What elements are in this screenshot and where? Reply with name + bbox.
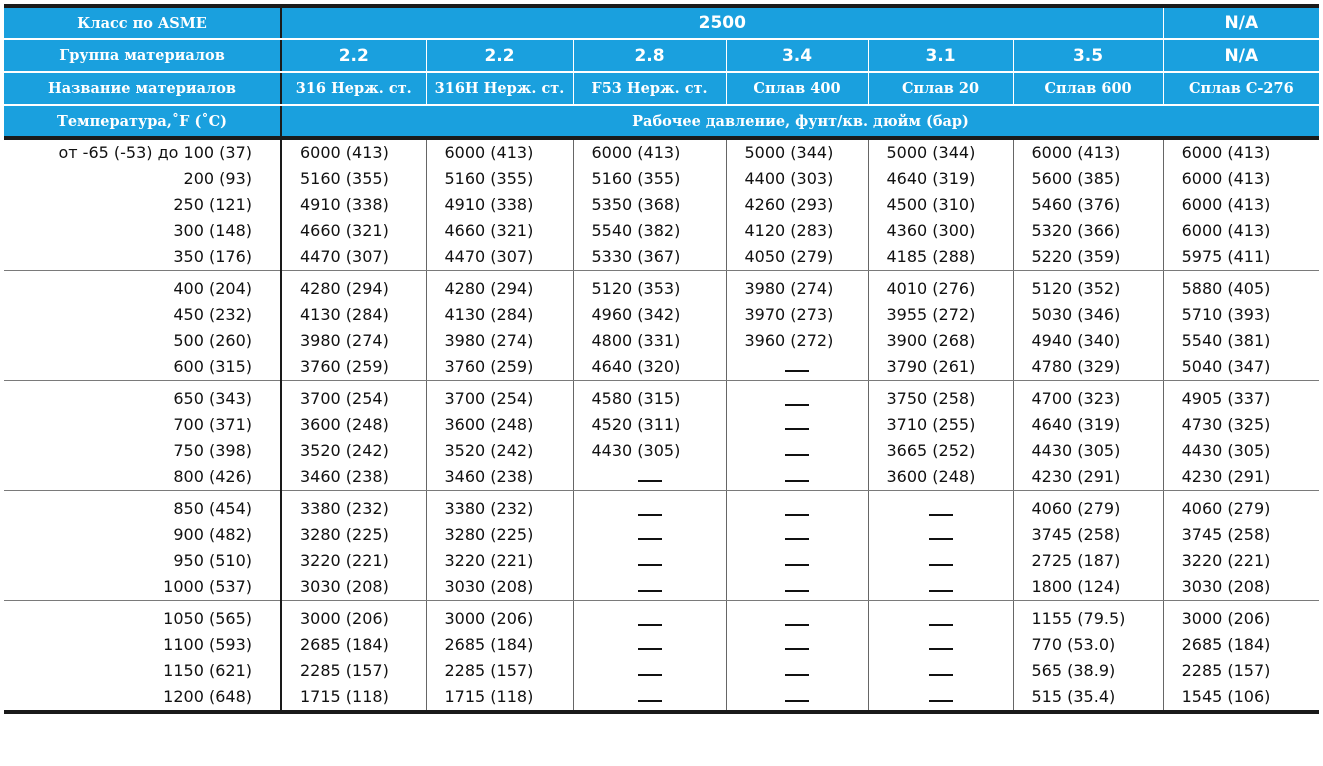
- pressure-cell: 515 (35.4): [1013, 684, 1163, 712]
- em-dash-mark: [638, 514, 662, 516]
- pressure-cell: 4780 (329): [1013, 354, 1163, 381]
- pressure-cell: 3030 (208): [426, 574, 573, 601]
- pressure-cell: 4640 (319): [868, 166, 1013, 192]
- pressure-cell: 770 (53.0): [1013, 632, 1163, 658]
- not-applicable-cell: [726, 464, 868, 491]
- pressure-cell: 3960 (272): [726, 328, 868, 354]
- pressure-cell: 5120 (353): [573, 271, 726, 303]
- pressure-cell: 4580 (315): [573, 381, 726, 413]
- class-value-na: N/A: [1163, 6, 1319, 39]
- pressure-cell: 3700 (254): [300, 389, 389, 408]
- pressure-cell: 3600 (248): [868, 464, 1013, 491]
- table-row: [4, 271, 1319, 303]
- pressure-cell: 3220 (221): [426, 548, 573, 574]
- pressure-cell: 4660 (321): [300, 221, 389, 240]
- pressure-cell: 4280 (294): [426, 271, 573, 303]
- not-applicable-cell: [726, 354, 868, 381]
- material-cell: 316H Нерж. ст.: [426, 72, 573, 105]
- group-cell: 2.2: [281, 39, 426, 72]
- not-applicable-cell: [726, 491, 868, 523]
- pressure-cell: 4230 (291): [1163, 464, 1319, 491]
- header-row-material: [4, 72, 1319, 105]
- pressure-cell: 5160 (355): [426, 166, 573, 192]
- not-applicable-cell: [573, 684, 726, 712]
- em-dash-mark: [785, 564, 809, 566]
- pressure-cell: 4430 (305): [1163, 438, 1319, 464]
- table-row: [4, 491, 1319, 523]
- em-dash-mark: [638, 590, 662, 592]
- pressure-cell: 4640 (320): [573, 354, 726, 381]
- table-row: [4, 192, 1319, 218]
- em-dash-mark: [929, 590, 953, 592]
- table-header: [4, 6, 1319, 138]
- not-applicable-cell: [868, 601, 1013, 633]
- temperature-cell: 200 (93): [4, 166, 281, 192]
- pressure-cell: 4400 (303): [726, 166, 868, 192]
- pressure-cell: 4910 (338): [300, 195, 389, 214]
- pressure-cell: 4060 (279): [1013, 491, 1163, 523]
- em-dash-mark: [929, 514, 953, 516]
- pressure-cell: 2285 (157): [300, 661, 389, 680]
- material-label: Название материалов: [4, 72, 281, 105]
- em-dash-mark: [929, 538, 953, 540]
- em-dash-mark: [929, 674, 953, 676]
- pressure-cell: 5030 (346): [1013, 302, 1163, 328]
- table-row: [4, 464, 1319, 491]
- em-dash-mark: [785, 624, 809, 626]
- pressure-cell: 2725 (187): [1013, 548, 1163, 574]
- pressure-cell: 5040 (347): [1163, 354, 1319, 381]
- not-applicable-cell: [573, 658, 726, 684]
- pressure-cell: 4910 (338): [426, 192, 573, 218]
- table-row: [4, 166, 1319, 192]
- not-applicable-cell: [726, 601, 868, 633]
- em-dash-mark: [638, 480, 662, 482]
- pressure-cell: 4470 (307): [426, 244, 573, 271]
- pressure-cell: 6000 (413): [1013, 138, 1163, 166]
- pressure-cell: 6000 (413): [300, 143, 389, 162]
- material-cell: 316 Нерж. ст.: [281, 72, 426, 105]
- pressure-cell: 1715 (118): [426, 684, 573, 712]
- pressure-cell: 1545 (106): [1163, 684, 1319, 712]
- pressure-cell: 3760 (259): [281, 354, 426, 381]
- pressure-cell: 4800 (331): [573, 328, 726, 354]
- not-applicable-cell: [868, 548, 1013, 574]
- temperature-cell: 1100 (593): [4, 632, 281, 658]
- table-row: [4, 601, 1319, 633]
- pressure-cell: 6000 (413): [1163, 218, 1319, 244]
- pressure-cell: 5540 (381): [1163, 328, 1319, 354]
- pressure-cell: 4130 (284): [300, 305, 389, 324]
- pressure-cell: 5220 (359): [1013, 244, 1163, 271]
- table-row: [4, 244, 1319, 271]
- em-dash-mark: [785, 674, 809, 676]
- pressure-cell: 4060 (279): [1163, 491, 1319, 523]
- pressure-cell: 3000 (206): [300, 609, 389, 628]
- em-dash-mark: [638, 700, 662, 702]
- pressure-cell: 5540 (382): [573, 218, 726, 244]
- em-dash-mark: [638, 624, 662, 626]
- pressure-cell: 3220 (221): [300, 551, 389, 570]
- pressure-cell: 3460 (238): [426, 464, 573, 491]
- class-value-2500: 2500: [281, 6, 1163, 39]
- pressure-cell: 1715 (118): [281, 684, 426, 712]
- em-dash-mark: [929, 564, 953, 566]
- pressure-cell: 3600 (248): [426, 412, 573, 438]
- pressure-cell: 3380 (232): [300, 499, 389, 518]
- pressure-cell: 4470 (307): [281, 244, 426, 271]
- pressure-cell: 5460 (376): [1013, 192, 1163, 218]
- not-applicable-cell: [868, 574, 1013, 601]
- temperature-cell: 1000 (537): [4, 574, 281, 601]
- temperature-cell: 850 (454): [4, 491, 281, 523]
- temperature-cell: 750 (398): [4, 438, 281, 464]
- pressure-cell: 4050 (279): [726, 244, 868, 271]
- not-applicable-cell: [573, 548, 726, 574]
- group-cell: 2.2: [426, 39, 573, 72]
- class-label: Класс по ASME: [4, 6, 281, 39]
- em-dash-mark: [785, 404, 809, 406]
- pressure-cell: 3970 (273): [726, 302, 868, 328]
- temperature-cell: 1150 (621): [4, 658, 281, 684]
- pressure-cell: 3790 (261): [868, 354, 1013, 381]
- not-applicable-cell: [726, 658, 868, 684]
- temperature-label: Температура,˚F (˚C): [4, 105, 281, 138]
- pressure-cell: 5320 (366): [1013, 218, 1163, 244]
- pressure-cell: 5350 (368): [573, 192, 726, 218]
- pressure-cell: 3520 (242): [300, 441, 389, 460]
- pressure-cell: 3900 (268): [868, 328, 1013, 354]
- pressure-cell: 4360 (300): [868, 218, 1013, 244]
- em-dash-mark: [785, 590, 809, 592]
- pressure-cell: 6000 (413): [573, 138, 726, 166]
- pressure-cell: 3220 (221): [1163, 548, 1319, 574]
- material-cell: F53 Нерж. ст.: [573, 72, 726, 105]
- not-applicable-cell: [573, 632, 726, 658]
- temperature-cell: 500 (260): [4, 328, 281, 354]
- material-cell: Сплав 20: [868, 72, 1013, 105]
- pressure-cell: 3760 (259): [426, 354, 573, 381]
- temperature-cell: от -65 (-53) до 100 (37): [4, 138, 281, 166]
- em-dash-mark: [785, 454, 809, 456]
- pressure-cell: 4010 (276): [868, 271, 1013, 303]
- pressure-cell: 2685 (184): [1163, 632, 1319, 658]
- pressure-cell: 3745 (258): [1163, 522, 1319, 548]
- table-row: [4, 328, 1319, 354]
- not-applicable-cell: [726, 684, 868, 712]
- group-cell: N/A: [1163, 39, 1319, 72]
- material-cell: Сплав C-276: [1163, 72, 1319, 105]
- pressure-cell: 3980 (274): [300, 331, 389, 350]
- pressure-cell: 4130 (284): [426, 302, 573, 328]
- pressure-cell: 2285 (157): [1163, 658, 1319, 684]
- pressure-cell: 6000 (413): [1163, 166, 1319, 192]
- temperature-cell: 700 (371): [4, 412, 281, 438]
- not-applicable-cell: [573, 522, 726, 548]
- pressure-label: Рабочее давление, фунт/кв. дюйм (бар): [281, 105, 1319, 138]
- em-dash-mark: [785, 514, 809, 516]
- pressure-cell: 2685 (184): [426, 632, 573, 658]
- pressure-cell: 4520 (311): [573, 412, 726, 438]
- pressure-cell: 4260 (293): [726, 192, 868, 218]
- table-row: [4, 302, 1319, 328]
- pressure-cell: 4730 (325): [1163, 412, 1319, 438]
- table-row: [4, 412, 1319, 438]
- not-applicable-cell: [726, 412, 868, 438]
- not-applicable-cell: [868, 491, 1013, 523]
- pressure-cell: 5975 (411): [1163, 244, 1319, 271]
- group-cell: 3.4: [726, 39, 868, 72]
- temperature-cell: 950 (510): [4, 548, 281, 574]
- pressure-cell: 6000 (413): [1163, 192, 1319, 218]
- not-applicable-cell: [726, 548, 868, 574]
- pressure-rating-table: [4, 4, 1319, 714]
- table-row: [4, 218, 1319, 244]
- em-dash-mark: [785, 700, 809, 702]
- table-row: [4, 548, 1319, 574]
- pressure-cell: 5000 (344): [868, 138, 1013, 166]
- not-applicable-cell: [726, 574, 868, 601]
- em-dash-mark: [638, 564, 662, 566]
- pressure-cell: 5600 (385): [1013, 166, 1163, 192]
- pressure-cell: 3980 (274): [726, 271, 868, 303]
- temperature-cell: 650 (343): [4, 381, 281, 413]
- pressure-cell: 4120 (283): [726, 218, 868, 244]
- group-cell: 3.5: [1013, 39, 1163, 72]
- pressure-cell: 3710 (255): [868, 412, 1013, 438]
- pressure-cell: 3030 (208): [1163, 574, 1319, 601]
- temperature-cell: 400 (204): [4, 271, 281, 303]
- pressure-cell: 3665 (252): [868, 438, 1013, 464]
- table-row: [4, 381, 1319, 413]
- pressure-cell: 2685 (184): [300, 635, 389, 654]
- em-dash-mark: [785, 480, 809, 482]
- not-applicable-cell: [868, 632, 1013, 658]
- pressure-cell: 1800 (124): [1013, 574, 1163, 601]
- pressure-cell: 5710 (393): [1163, 302, 1319, 328]
- table-row: [4, 138, 1319, 166]
- pressure-cell: 4960 (342): [573, 302, 726, 328]
- temperature-cell: 800 (426): [4, 464, 281, 491]
- header-row-group: [4, 39, 1319, 72]
- not-applicable-cell: [573, 491, 726, 523]
- not-applicable-cell: [868, 522, 1013, 548]
- pressure-cell: 6000 (413): [426, 138, 573, 166]
- not-applicable-cell: [573, 574, 726, 601]
- em-dash-mark: [929, 648, 953, 650]
- em-dash-mark: [638, 674, 662, 676]
- pressure-cell: 4430 (305): [573, 438, 726, 464]
- pressure-cell: 5330 (367): [573, 244, 726, 271]
- not-applicable-cell: [726, 522, 868, 548]
- pressure-cell: 3280 (225): [300, 525, 389, 544]
- not-applicable-cell: [868, 684, 1013, 712]
- em-dash-mark: [929, 624, 953, 626]
- em-dash-mark: [785, 648, 809, 650]
- pressure-cell: 4640 (319): [1013, 412, 1163, 438]
- pressure-cell: 3750 (258): [868, 381, 1013, 413]
- em-dash-mark: [785, 428, 809, 430]
- pressure-cell: 5120 (352): [1013, 271, 1163, 303]
- temperature-cell: 1050 (565): [4, 601, 281, 633]
- pressure-cell: 3700 (254): [426, 381, 573, 413]
- em-dash-mark: [638, 648, 662, 650]
- pressure-cell: 5880 (405): [1163, 271, 1319, 303]
- pressure-cell: 3380 (232): [426, 491, 573, 523]
- group-cell: 2.8: [573, 39, 726, 72]
- temperature-cell: 250 (121): [4, 192, 281, 218]
- pressure-cell: 3600 (248): [300, 415, 389, 434]
- not-applicable-cell: [573, 601, 726, 633]
- pressure-cell: 3030 (208): [281, 574, 426, 601]
- table-row: [4, 658, 1319, 684]
- pressure-cell: 6000 (413): [1163, 138, 1319, 166]
- table-row: [4, 354, 1319, 381]
- pressure-cell: 3980 (274): [426, 328, 573, 354]
- pressure-cell: 4280 (294): [300, 279, 389, 298]
- temperature-cell: 450 (232): [4, 302, 281, 328]
- em-dash-mark: [785, 370, 809, 372]
- temperature-cell: 350 (176): [4, 244, 281, 271]
- material-cell: Сплав 400: [726, 72, 868, 105]
- pressure-cell: 3000 (206): [426, 601, 573, 633]
- not-applicable-cell: [726, 632, 868, 658]
- pressure-cell: 4940 (340): [1013, 328, 1163, 354]
- pressure-cell: 3955 (272): [868, 302, 1013, 328]
- pressure-cell: 3000 (206): [1163, 601, 1319, 633]
- pressure-cell: 3520 (242): [426, 438, 573, 464]
- pressure-cell: 565 (38.9): [1013, 658, 1163, 684]
- table-row: [4, 522, 1319, 548]
- not-applicable-cell: [868, 658, 1013, 684]
- pressure-cell: 5160 (355): [300, 169, 389, 188]
- em-dash-mark: [638, 538, 662, 540]
- table-body: [4, 138, 1319, 712]
- pressure-cell: 4905 (337): [1163, 381, 1319, 413]
- temperature-cell: 900 (482): [4, 522, 281, 548]
- table-row: [4, 438, 1319, 464]
- group-cell: 3.1: [868, 39, 1013, 72]
- table-row: [4, 684, 1319, 712]
- group-label: Группа материалов: [4, 39, 281, 72]
- pressure-cell: 4185 (288): [868, 244, 1013, 271]
- table-row: [4, 632, 1319, 658]
- pressure-cell: 4660 (321): [426, 218, 573, 244]
- pressure-cell: 5000 (344): [726, 138, 868, 166]
- table-row: [4, 574, 1319, 601]
- temperature-cell: 1200 (648): [4, 684, 281, 712]
- pressure-cell: 3745 (258): [1013, 522, 1163, 548]
- temperature-cell: 600 (315): [4, 354, 281, 381]
- not-applicable-cell: [726, 438, 868, 464]
- pressure-cell: 3460 (238): [281, 464, 426, 491]
- em-dash-mark: [785, 538, 809, 540]
- pressure-cell: 4700 (323): [1013, 381, 1163, 413]
- pressure-cell: 5160 (355): [573, 166, 726, 192]
- pressure-cell: 4230 (291): [1013, 464, 1163, 491]
- not-applicable-cell: [573, 464, 726, 491]
- pressure-cell: 2285 (157): [426, 658, 573, 684]
- pressure-cell: 4430 (305): [1013, 438, 1163, 464]
- not-applicable-cell: [726, 381, 868, 413]
- pressure-cell: 1155 (79.5): [1013, 601, 1163, 633]
- header-row-temperature: [4, 105, 1319, 138]
- em-dash-mark: [929, 700, 953, 702]
- header-row-class: [4, 6, 1319, 39]
- temperature-cell: 300 (148): [4, 218, 281, 244]
- material-cell: Сплав 600: [1013, 72, 1163, 105]
- pressure-cell: 4500 (310): [868, 192, 1013, 218]
- pressure-cell: 3280 (225): [426, 522, 573, 548]
